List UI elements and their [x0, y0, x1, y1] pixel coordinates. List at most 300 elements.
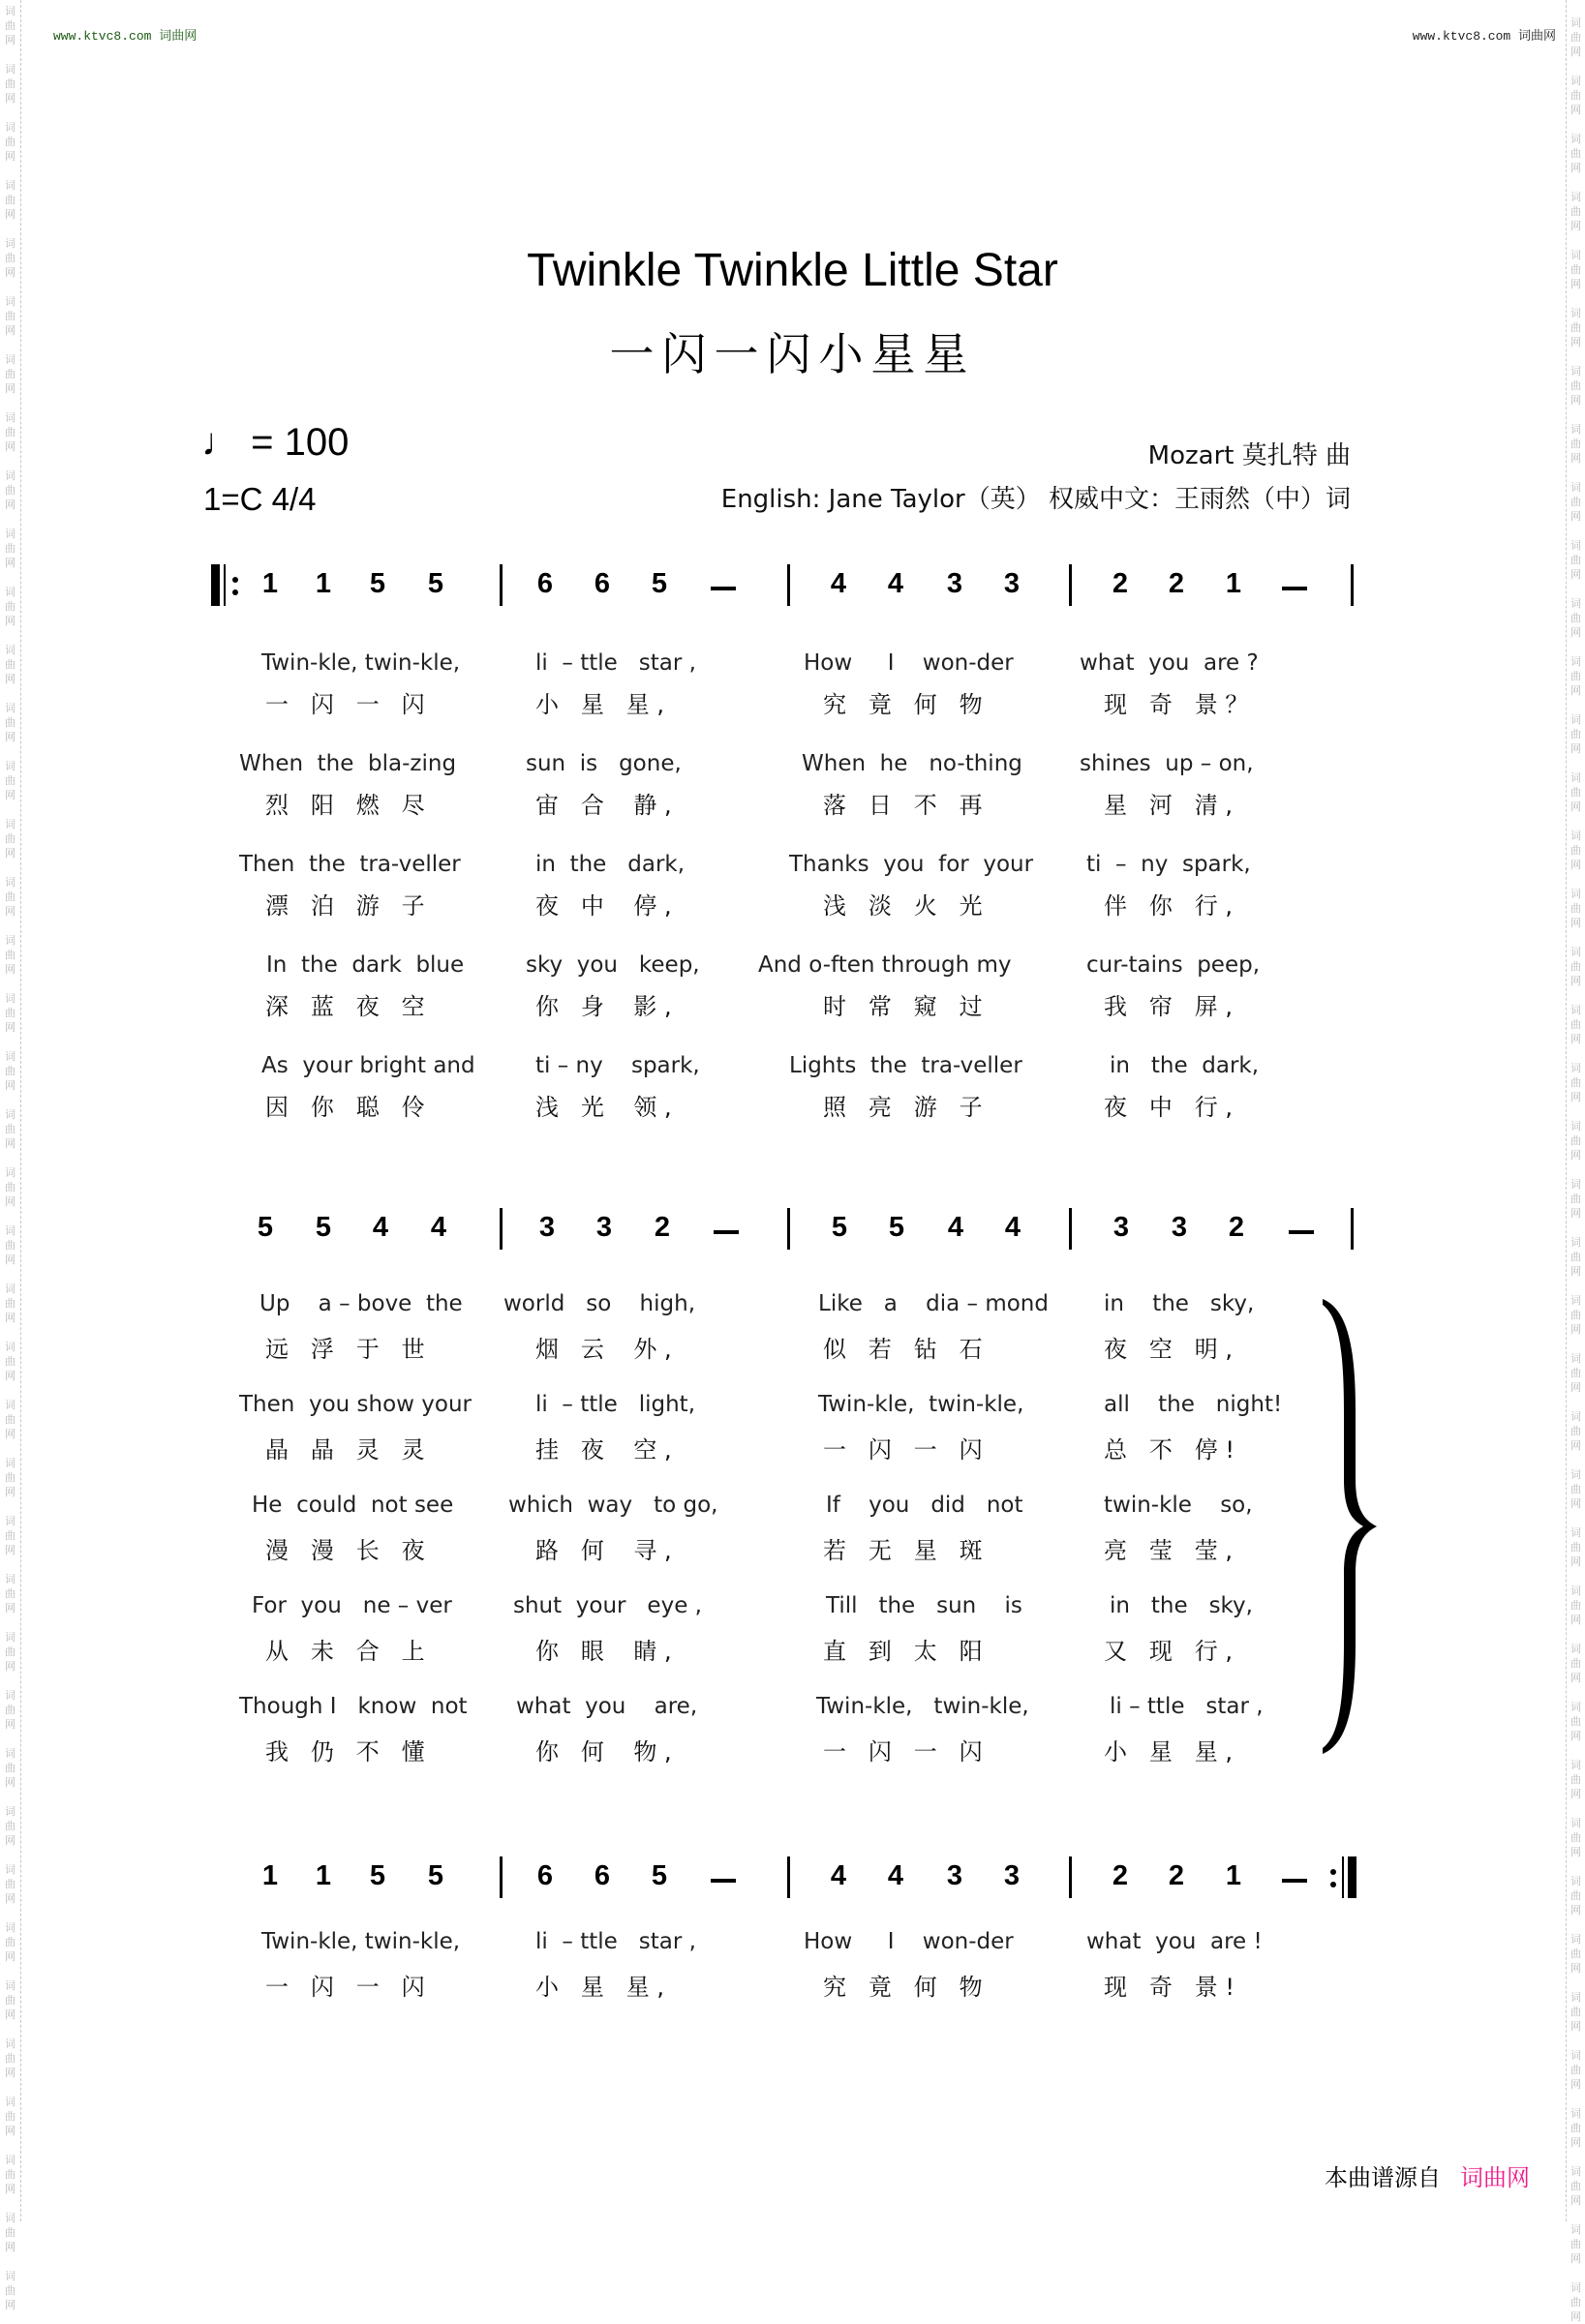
watermark-glyph: 网	[1570, 1033, 1581, 1045]
watermark-glyph: 词	[5, 1631, 15, 1644]
lyric-chinese: 从 未 合 上	[265, 1638, 425, 1665]
watermark-glyph: 网	[5, 2183, 15, 2195]
watermark-glyph: 曲	[5, 426, 15, 438]
lyric-english: If you did not	[826, 1493, 1023, 1518]
watermark-glyph: 词	[1570, 655, 1581, 668]
watermark-glyph: 曲	[5, 1587, 15, 1600]
watermark-glyph: 网	[5, 2008, 15, 2021]
lyric-chinese: 落 日 不 再	[823, 792, 983, 819]
watermark-glyph: 曲	[1570, 670, 1581, 682]
watermark-glyph: 曲	[5, 19, 15, 32]
lyricist-credit: English: Jane Taylor（英） 权威中文：王雨然（中）词	[720, 485, 1351, 514]
watermark-glyph: 网	[1570, 2194, 1581, 2207]
watermark-glyph: 曲	[5, 542, 15, 555]
note-4: 4	[430, 1212, 447, 1243]
note-5: 5	[427, 568, 444, 599]
bar-line	[1069, 1856, 1072, 1898]
watermark-glyph: 网	[5, 673, 15, 685]
watermark-glyph: 词	[5, 411, 15, 424]
watermark-glyph: 曲	[5, 368, 15, 380]
lyric-chinese: 深 蓝 夜 空	[265, 993, 425, 1020]
watermark-glyph: 曲	[5, 949, 15, 961]
lyric-english: Lights the tra-veller	[789, 1053, 1022, 1078]
note-6: 6	[594, 1860, 611, 1891]
note-1: 1	[261, 568, 279, 599]
watermark-glyph: 网	[1570, 1323, 1581, 1336]
song-title-english: Twinkle Twinkle Little Star	[527, 245, 1058, 296]
watermark-glyph: 曲	[5, 1123, 15, 1135]
watermark-glyph: 曲	[5, 310, 15, 322]
lyric-english: li – ttle light,	[535, 1392, 696, 1417]
watermark-glyph: 词	[1570, 1701, 1581, 1713]
lyric-english: Twin-kle, twin-kle,	[261, 1929, 461, 1954]
tempo-marking: ♩ = 100	[201, 421, 350, 464]
watermark-glyph: 网	[5, 1834, 15, 1847]
note-2: 2	[1168, 1860, 1185, 1891]
lyric-english: ti – ny spark,	[535, 1053, 700, 1078]
watermark-glyph: 网	[1570, 2078, 1581, 2091]
watermark-glyph: 词	[5, 121, 15, 134]
watermark-glyph: 曲	[1570, 1367, 1581, 1379]
lyric-chinese: 时 常 窥 过	[823, 993, 983, 1020]
note-6: 6	[536, 1860, 554, 1891]
watermark-glyph: 网	[1570, 1207, 1581, 1220]
watermark-glyph: 词	[1570, 1178, 1581, 1191]
watermark-glyph: 网	[1570, 1962, 1581, 1975]
watermark-glyph: 词	[5, 1979, 15, 1992]
lyric-english: sky you keep,	[526, 952, 700, 978]
watermark-glyph: 网	[5, 615, 15, 627]
lyric-english: He could not see	[252, 1493, 454, 1518]
watermark-glyph: 网	[5, 557, 15, 569]
watermark-glyph: 曲	[5, 1994, 15, 2007]
lyric-chinese: 一 闪 一 闪	[265, 691, 425, 718]
watermark-glyph: 词	[1570, 1875, 1581, 1887]
lyric-english: in the sky,	[1104, 1291, 1255, 1316]
watermark-glyph: 曲	[1570, 321, 1581, 334]
bar-line	[787, 564, 790, 606]
watermark-glyph: 网	[5, 1486, 15, 1498]
watermark-glyph: 曲	[1570, 728, 1581, 740]
watermark-glyph: 词	[5, 1921, 15, 1934]
lyric-english: In the dark blue	[266, 952, 465, 978]
watermark-glyph: 网	[5, 1950, 15, 1963]
watermark-glyph: 网	[5, 382, 15, 395]
note-5: 5	[315, 1212, 332, 1243]
watermark-glyph: 曲	[1570, 1309, 1581, 1321]
watermark-glyph: 网	[5, 1312, 15, 1324]
watermark-glyph: 词	[1570, 539, 1581, 552]
watermark-glyph: 词	[1570, 481, 1581, 494]
watermark-glyph: 曲	[5, 194, 15, 206]
note-3: 3	[946, 1860, 963, 1891]
lyric-chinese: 若 无 星 斑	[823, 1537, 983, 1564]
watermark-glyph: 网	[5, 1370, 15, 1382]
note-4: 4	[887, 1860, 904, 1891]
note-3: 3	[1003, 568, 1021, 599]
watermark-glyph: 网	[1570, 1555, 1581, 1568]
watermark-glyph: 曲	[5, 1065, 15, 1077]
watermark-glyph: 词	[1570, 1236, 1581, 1249]
note-3: 3	[946, 568, 963, 599]
bar-line	[787, 1208, 790, 1250]
repeat-dot	[1330, 1882, 1336, 1887]
watermark-glyph: 网	[5, 34, 15, 46]
watermark-glyph: 网	[1570, 1614, 1581, 1626]
watermark-glyph: 曲	[5, 136, 15, 148]
lyric-chinese: 你 眼 睛 ,	[535, 1638, 672, 1665]
watermark-glyph: 词	[1570, 946, 1581, 958]
watermark-glyph: 曲	[5, 1413, 15, 1426]
watermark-glyph: 词	[5, 179, 15, 192]
lyric-english: Twin-kle, twin-kle,	[261, 650, 461, 676]
watermark-glyph: 词	[5, 818, 15, 830]
watermark-glyph: 词	[5, 702, 15, 714]
lyric-english: what you are ?	[1080, 650, 1259, 676]
watermark-glyph: 网	[1570, 394, 1581, 407]
watermark-glyph: 曲	[5, 600, 15, 613]
lyric-chinese: 宙 合 静 ,	[535, 792, 672, 819]
watermark-glyph: 曲	[1570, 379, 1581, 392]
note-1: 1	[1225, 568, 1242, 599]
watermark-glyph: 曲	[1570, 844, 1581, 857]
watermark-glyph: 曲	[1570, 2006, 1581, 2018]
note-3: 3	[538, 1212, 556, 1243]
sustain-dash	[1282, 1879, 1307, 1883]
verse-brace-icon	[1319, 1295, 1381, 1758]
watermark-glyph: 词	[1570, 597, 1581, 610]
watermark-glyph: 曲	[1570, 89, 1581, 102]
bar-line	[500, 1856, 503, 1898]
watermark-glyph: 曲	[5, 1645, 15, 1658]
lyric-english: world so high,	[503, 1291, 696, 1316]
watermark-glyph: 曲	[5, 77, 15, 90]
lyric-chinese: 总 不 停 !	[1104, 1436, 1235, 1464]
watermark-glyph: 曲	[5, 484, 15, 497]
watermark-glyph: 网	[1570, 2252, 1581, 2265]
site-watermark-right[interactable]: www.ktvc8.com 词曲网	[1412, 29, 1556, 44]
watermark-glyph: 曲	[5, 1936, 15, 1948]
lyric-english: li – ttle star ,	[535, 1929, 696, 1954]
watermark-glyph: 词	[5, 1457, 15, 1469]
sustain-dash	[711, 1879, 736, 1883]
site-watermark-left[interactable]: www.ktvc8.com 词曲网	[53, 29, 198, 44]
watermark-glyph: 网	[1570, 626, 1581, 639]
watermark-glyph: 词	[5, 934, 15, 947]
lyric-english: Up a – bove the	[259, 1291, 463, 1316]
watermark-glyph: 词	[5, 1805, 15, 1818]
watermark-glyph: 词	[5, 63, 15, 75]
watermark-glyph: 网	[1570, 336, 1581, 348]
watermark-glyph: 曲	[1570, 786, 1581, 799]
watermark-glyph: 网	[1570, 1497, 1581, 1510]
watermark-glyph: 网	[1570, 2136, 1581, 2149]
watermark-glyph: 曲	[5, 2226, 15, 2239]
note-1: 1	[315, 568, 332, 599]
watermark-glyph: 词	[1570, 16, 1581, 29]
lyric-chinese: 小 星 星 ,	[535, 1974, 665, 2001]
note-2: 2	[654, 1212, 671, 1243]
watermark-glyph: 词	[5, 1747, 15, 1760]
watermark-glyph: 曲	[1570, 147, 1581, 160]
composer-credit: Mozart 莫扎特 曲	[1147, 441, 1351, 470]
watermark-glyph: 曲	[1570, 1657, 1581, 1670]
note-5: 5	[369, 568, 386, 599]
watermark-glyph: 曲	[5, 1181, 15, 1193]
watermark-glyph: 曲	[1570, 205, 1581, 218]
lyric-english: For you ne – ver	[252, 1593, 452, 1618]
watermark-glyph: 曲	[1570, 1483, 1581, 1495]
note-4: 4	[372, 1212, 389, 1243]
lyric-english: When he no-thing	[802, 751, 1022, 776]
note-3: 3	[1113, 1212, 1130, 1243]
watermark-glyph: 网	[1570, 2310, 1581, 2323]
watermark-glyph: 网	[1570, 1265, 1581, 1278]
watermark-glyph: 网	[1570, 859, 1581, 871]
lyric-chinese: 一 闪 一 闪	[265, 1974, 425, 2001]
repeat-dot	[1330, 1869, 1336, 1875]
repeat-dot	[232, 589, 238, 595]
watermark-glyph: 网	[5, 2299, 15, 2311]
note-6: 6	[536, 568, 554, 599]
watermark-glyph: 网	[5, 498, 15, 511]
watermark-glyph: 曲	[1570, 438, 1581, 450]
watermark-glyph: 曲	[5, 2110, 15, 2123]
watermark-glyph: 词	[5, 1573, 15, 1585]
watermark-glyph: 词	[1570, 1933, 1581, 1946]
watermark-glyph: 网	[5, 731, 15, 743]
lyric-chinese: 夜 中 停 ,	[535, 892, 672, 920]
lyric-chinese: 你 身 影 ,	[535, 993, 672, 1020]
lyric-english: in the dark,	[1110, 1053, 1260, 1078]
watermark-glyph: 曲	[1570, 1134, 1581, 1147]
lyric-english: twin-kle so,	[1104, 1493, 1253, 1518]
watermark-glyph: 网	[5, 847, 15, 860]
watermark-glyph: 词	[1570, 423, 1581, 436]
watermark-glyph: 曲	[5, 1239, 15, 1252]
watermark-glyph: 网	[1570, 162, 1581, 174]
sustain-dash	[714, 1230, 739, 1234]
watermark-glyph: 网	[5, 324, 15, 337]
watermark-glyph: 网	[1570, 1381, 1581, 1394]
watermark-glyph: 网	[5, 1428, 15, 1440]
watermark-glyph: 网	[1570, 1149, 1581, 1162]
watermark-glyph: 网	[1570, 1439, 1581, 1452]
watermark-glyph: 词	[1570, 2165, 1581, 2178]
watermark-glyph: 网	[1570, 45, 1581, 58]
watermark-glyph: 曲	[5, 2168, 15, 2181]
watermark-glyph: 曲	[1570, 1192, 1581, 1205]
watermark-glyph: 网	[1570, 917, 1581, 929]
watermark-glyph: 词	[5, 5, 15, 17]
watermark-glyph: 词	[5, 528, 15, 540]
watermark-glyph: 曲	[1570, 612, 1581, 624]
lyric-english: Twin-kle, twin-kle,	[816, 1694, 1029, 1719]
footer-source-link[interactable]: 词曲网	[1460, 2164, 1530, 2191]
watermark-glyph: 网	[5, 1718, 15, 1731]
watermark-glyph: 曲	[1570, 1947, 1581, 1960]
repeat-end-thin-bar	[1342, 1856, 1344, 1898]
lyric-chinese: 我 仍 不 懂	[265, 1738, 425, 1766]
note-1: 1	[1225, 1860, 1242, 1891]
lyric-english: shut your eye ,	[513, 1593, 702, 1618]
watermark-glyph: 网	[5, 1137, 15, 1150]
lyric-chinese: 烟 云 外 ,	[535, 1336, 672, 1363]
watermark-glyph: 曲	[1570, 496, 1581, 508]
lyric-english: Though I know not	[239, 1694, 468, 1719]
lyric-english: what you are !	[1086, 1929, 1263, 1954]
watermark-glyph: 词	[1570, 2223, 1581, 2236]
watermark-glyph: 词	[5, 992, 15, 1005]
note-4: 4	[887, 568, 904, 599]
watermark-glyph: 词	[5, 1399, 15, 1411]
watermark-glyph: 网	[1570, 452, 1581, 465]
sustain-dash	[1282, 587, 1307, 590]
watermark-glyph: 曲	[1570, 1251, 1581, 1263]
bar-line	[1069, 564, 1072, 606]
watermark-glyph: 网	[5, 208, 15, 221]
watermark-glyph: 词	[5, 2270, 15, 2282]
note-3: 3	[1171, 1212, 1188, 1243]
lyric-chinese: 现 奇 景 ？	[1104, 691, 1249, 718]
watermark-glyph: 词	[5, 1050, 15, 1063]
note-5: 5	[369, 1860, 386, 1891]
watermark-glyph: 网	[1570, 1904, 1581, 1917]
song-title-chinese: 一闪一闪小星星	[609, 328, 976, 380]
lyric-chinese: 浅 光 领 ,	[535, 1094, 672, 1121]
footer-source-label: 本曲谱源自	[1325, 2164, 1441, 2191]
watermark-glyph: 曲	[1570, 1773, 1581, 1786]
lyric-chinese: 现 奇 景 !	[1104, 1974, 1235, 2001]
watermark-glyph: 网	[1570, 1091, 1581, 1103]
bar-line	[500, 564, 503, 606]
watermark-glyph: 曲	[5, 774, 15, 787]
watermark-glyph: 曲	[1570, 1425, 1581, 1437]
watermark-glyph: 网	[1570, 1730, 1581, 1742]
lyric-english: How I won-der	[804, 1929, 1014, 1954]
lyric-chinese: 又 现 行 ,	[1104, 1638, 1234, 1665]
watermark-glyph: 曲	[5, 832, 15, 845]
lyric-english: Then the tra-veller	[239, 852, 461, 877]
note-5: 5	[651, 568, 668, 599]
repeat-start-thick-bar	[211, 564, 220, 606]
bar-line	[500, 1208, 503, 1250]
watermark-glyph: 网	[1570, 1788, 1581, 1800]
lyric-chinese: 究 竟 何 物	[823, 1974, 983, 2001]
bar-line	[787, 1856, 790, 1898]
note-4: 4	[830, 568, 847, 599]
watermark-glyph: 词	[5, 876, 15, 889]
watermark-glyph: 网	[1570, 1846, 1581, 1858]
note-4: 4	[1004, 1212, 1021, 1243]
watermark-glyph: 词	[1570, 2049, 1581, 2062]
note-4: 4	[830, 1860, 847, 1891]
watermark-glyph: 词	[1570, 1294, 1581, 1307]
lyric-english: Then you show your	[239, 1392, 472, 1417]
watermark-glyph: 曲	[5, 1820, 15, 1832]
watermark-glyph: 曲	[1570, 1831, 1581, 1844]
lyric-english: How I won-der	[804, 650, 1014, 676]
watermark-glyph: 网	[5, 963, 15, 976]
lyric-english: which way to go,	[508, 1493, 718, 1518]
lyric-chinese: 亮 莹 莹 ,	[1104, 1537, 1234, 1564]
watermark-glyph: 词	[1570, 365, 1581, 377]
watermark-glyph: 词	[1570, 191, 1581, 203]
repeat-end-thick-bar	[1348, 1856, 1356, 1898]
watermark-glyph: 词	[1570, 1817, 1581, 1829]
watermark-glyph: 词	[1570, 771, 1581, 784]
watermark-glyph: 词	[5, 1166, 15, 1179]
note-5: 5	[427, 1860, 444, 1891]
watermark-glyph: 词	[1570, 75, 1581, 87]
watermark-glyph: 曲	[1570, 1541, 1581, 1554]
watermark-glyph: 网	[1570, 568, 1581, 581]
watermark-glyph: 曲	[5, 1007, 15, 1019]
watermark-glyph: 曲	[1570, 2180, 1581, 2192]
watermark-glyph: 词	[1570, 1759, 1581, 1771]
watermark-glyph: 词	[5, 1283, 15, 1295]
watermark-glyph: 词	[5, 760, 15, 772]
note-5: 5	[651, 1860, 668, 1891]
watermark-glyph: 网	[5, 92, 15, 105]
watermark-glyph: 词	[5, 295, 15, 308]
lyric-chinese: 似 若 钻 石	[823, 1336, 983, 1363]
watermark-glyph: 词	[1570, 2281, 1581, 2294]
watermark-glyph: 曲	[1570, 902, 1581, 915]
watermark-glyph: 词	[5, 469, 15, 482]
lyric-chinese: 小 星 星 ,	[535, 691, 665, 718]
watermark-glyph: 词	[1570, 1004, 1581, 1016]
lyric-english: Till the sun is	[826, 1593, 1022, 1618]
watermark-glyph: 曲	[5, 1762, 15, 1774]
watermark-glyph: 网	[5, 905, 15, 918]
watermark-glyph: 词	[5, 1863, 15, 1876]
lyric-chinese: 一 闪 一 闪	[823, 1436, 983, 1464]
watermark-glyph: 网	[1570, 800, 1581, 813]
lyric-chinese: 我 帘 屏 ,	[1104, 993, 1234, 1020]
watermark-glyph: 曲	[1570, 1018, 1581, 1031]
watermark-glyph: 词	[1570, 1062, 1581, 1074]
watermark-glyph: 曲	[5, 252, 15, 264]
repeat-start-thin-bar	[224, 564, 226, 606]
watermark-glyph: 网	[1570, 1672, 1581, 1684]
note-2: 2	[1112, 568, 1129, 599]
watermark-glyph: 词	[1570, 1991, 1581, 2004]
key-time-signature: 1=C 4/4	[203, 481, 317, 517]
lyric-chinese: 小 星 星 ,	[1104, 1738, 1234, 1766]
lyric-chinese: 路 何 寻 ,	[535, 1537, 672, 1564]
lyric-chinese: 照 亮 游 子	[823, 1094, 983, 1121]
watermark-glyph: 曲	[1570, 1599, 1581, 1612]
lyric-english: cur-tains peep,	[1086, 952, 1261, 978]
watermark-glyph: 词	[5, 237, 15, 250]
watermark-glyph: 词	[1570, 830, 1581, 842]
watermark-glyph: 曲	[5, 2052, 15, 2065]
lyric-chinese: 一 闪 一 闪	[823, 1738, 983, 1766]
watermark-glyph: 曲	[5, 1529, 15, 1542]
lyric-english: all the night!	[1104, 1392, 1283, 1417]
watermark-glyph: 曲	[1570, 1715, 1581, 1728]
watermark-glyph: 曲	[1570, 960, 1581, 973]
watermark-glyph: 曲	[5, 2284, 15, 2297]
watermark-glyph: 词	[5, 2212, 15, 2224]
lyric-chinese: 浅 淡 火 光	[823, 892, 983, 920]
watermark-glyph: 词	[5, 2154, 15, 2166]
watermark-glyph: 词	[1570, 713, 1581, 726]
watermark-glyph: 曲	[5, 1471, 15, 1484]
lyric-chinese: 烈 阳 燃 尽	[265, 792, 425, 819]
watermark-glyph: 词	[5, 1341, 15, 1353]
